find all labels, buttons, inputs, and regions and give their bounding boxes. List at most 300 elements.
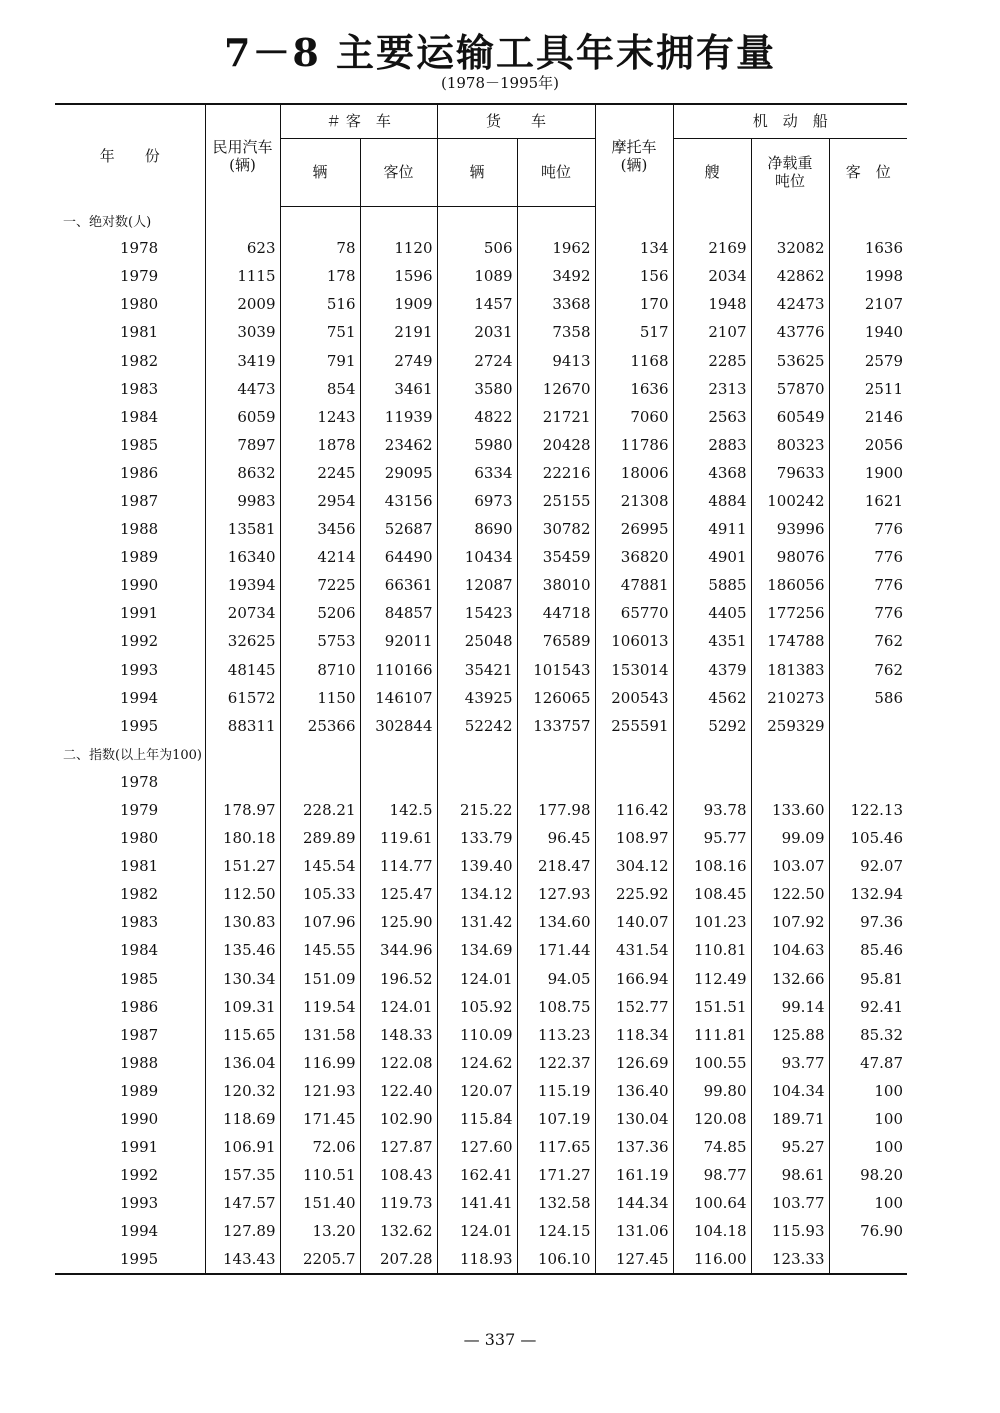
value-cell: 4379 bbox=[673, 656, 751, 684]
value-cell: 100.55 bbox=[673, 1049, 751, 1077]
value-cell: 110.09 bbox=[437, 1021, 517, 1049]
value-cell: 119.54 bbox=[280, 993, 360, 1021]
value-cell bbox=[829, 768, 907, 796]
empty-cell bbox=[205, 206, 280, 234]
value-cell: 98.77 bbox=[673, 1161, 751, 1189]
header-motor-ships: 机 动 船 bbox=[673, 104, 907, 138]
value-cell: 207.28 bbox=[360, 1245, 437, 1273]
value-cell: 47881 bbox=[595, 571, 673, 599]
table-row bbox=[55, 796, 907, 824]
value-cell: 6973 bbox=[437, 487, 517, 515]
value-cell: 53625 bbox=[751, 346, 829, 374]
value-cell: 11786 bbox=[595, 431, 673, 459]
value-cell: 2107 bbox=[829, 290, 907, 318]
value-cell: 106013 bbox=[595, 627, 673, 655]
value-cell: 148.33 bbox=[360, 1021, 437, 1049]
table-row bbox=[55, 1105, 907, 1133]
value-cell: 8710 bbox=[280, 656, 360, 684]
value-cell: 151.51 bbox=[673, 993, 751, 1021]
table-row bbox=[55, 656, 907, 684]
year-cell: 1980 bbox=[120, 829, 159, 848]
value-cell: 3492 bbox=[517, 262, 595, 290]
value-cell: 57870 bbox=[751, 375, 829, 403]
table-row bbox=[55, 1217, 907, 1245]
page-subtitle: (1978－1995年) bbox=[440, 74, 560, 92]
header-net-tonnage: 净载重吨位 bbox=[751, 138, 829, 206]
value-cell: 52242 bbox=[437, 712, 517, 740]
value-cell: 38010 bbox=[517, 571, 595, 599]
value-cell: 126065 bbox=[517, 684, 595, 712]
value-cell: 93.78 bbox=[673, 796, 751, 824]
value-cell: 114.77 bbox=[360, 852, 437, 880]
value-cell: 112.49 bbox=[673, 965, 751, 993]
table-row bbox=[55, 346, 907, 374]
value-cell: 2169 bbox=[673, 234, 751, 262]
value-cell: 302844 bbox=[360, 712, 437, 740]
year-cell: 1981 bbox=[120, 323, 159, 342]
value-cell: 108.45 bbox=[673, 880, 751, 908]
value-cell: 93996 bbox=[751, 515, 829, 543]
value-cell: 2724 bbox=[437, 346, 517, 374]
value-cell: 506 bbox=[437, 234, 517, 262]
value-cell: 61572 bbox=[205, 684, 280, 712]
value-cell: 122.50 bbox=[751, 880, 829, 908]
value-cell: 11939 bbox=[360, 403, 437, 431]
value-cell: 116.99 bbox=[280, 1049, 360, 1077]
table-row bbox=[55, 1245, 907, 1273]
table-row bbox=[55, 515, 907, 543]
value-cell: 92011 bbox=[360, 627, 437, 655]
value-cell: 127.89 bbox=[205, 1217, 280, 1245]
value-cell: 115.19 bbox=[517, 1077, 595, 1105]
value-cell: 2031 bbox=[437, 318, 517, 346]
value-cell: 97.36 bbox=[829, 908, 907, 936]
value-cell: 153014 bbox=[595, 656, 673, 684]
value-cell: 134.12 bbox=[437, 880, 517, 908]
empty-cell bbox=[437, 740, 517, 768]
empty-cell bbox=[437, 206, 517, 234]
value-cell: 1115 bbox=[205, 262, 280, 290]
value-cell: 32625 bbox=[205, 627, 280, 655]
year-cell: 1994 bbox=[120, 1222, 159, 1241]
value-cell bbox=[360, 768, 437, 796]
value-cell: 147.57 bbox=[205, 1189, 280, 1217]
value-cell: 130.83 bbox=[205, 908, 280, 936]
value-cell: 119.61 bbox=[360, 824, 437, 852]
value-cell: 123.33 bbox=[751, 1245, 829, 1273]
year-cell: 1992 bbox=[120, 632, 159, 651]
empty-cell bbox=[595, 206, 673, 234]
value-cell: 18006 bbox=[595, 459, 673, 487]
value-cell: 4351 bbox=[673, 627, 751, 655]
table-row bbox=[55, 1133, 907, 1161]
value-cell bbox=[829, 1245, 907, 1273]
year-cell: 1994 bbox=[120, 688, 159, 707]
value-cell: 124.01 bbox=[437, 965, 517, 993]
value-cell: 76589 bbox=[517, 627, 595, 655]
value-cell: 255591 bbox=[595, 712, 673, 740]
value-cell: 200543 bbox=[595, 684, 673, 712]
value-cell: 1636 bbox=[595, 375, 673, 403]
value-cell: 177256 bbox=[751, 599, 829, 627]
value-cell: 120.07 bbox=[437, 1077, 517, 1105]
value-cell: 104.63 bbox=[751, 936, 829, 964]
value-cell: 105.33 bbox=[280, 880, 360, 908]
table-row bbox=[55, 459, 907, 487]
value-cell: 289.89 bbox=[280, 824, 360, 852]
value-cell: 4822 bbox=[437, 403, 517, 431]
value-cell: 43156 bbox=[360, 487, 437, 515]
value-cell: 107.19 bbox=[517, 1105, 595, 1133]
value-cell: 94.05 bbox=[517, 965, 595, 993]
value-cell: 13581 bbox=[205, 515, 280, 543]
value-cell: 4911 bbox=[673, 515, 751, 543]
header-passenger-vehicles: 辆 bbox=[280, 138, 360, 206]
transport-table bbox=[55, 103, 907, 1275]
value-cell: 115.65 bbox=[205, 1021, 280, 1049]
value-cell: 344.96 bbox=[360, 936, 437, 964]
value-cell: 95.27 bbox=[751, 1133, 829, 1161]
value-cell: 186056 bbox=[751, 571, 829, 599]
year-cell: 1983 bbox=[120, 379, 159, 398]
header-passenger-cars: ＃ 客 车 bbox=[280, 104, 437, 138]
value-cell: 623 bbox=[205, 234, 280, 262]
value-cell: 118.69 bbox=[205, 1105, 280, 1133]
year-cell: 1984 bbox=[120, 941, 159, 960]
table-header bbox=[55, 104, 907, 206]
value-cell: 19394 bbox=[205, 571, 280, 599]
header-trucks: 货 车 bbox=[437, 104, 595, 138]
value-cell bbox=[437, 768, 517, 796]
value-cell: 109.31 bbox=[205, 993, 280, 1021]
value-cell: 143.43 bbox=[205, 1245, 280, 1273]
year-cell: 1978 bbox=[120, 772, 159, 791]
value-cell: 586 bbox=[829, 684, 907, 712]
page-title: 7－8 主要运输工具年末拥有量 bbox=[223, 30, 777, 75]
value-cell bbox=[829, 712, 907, 740]
empty-cell bbox=[751, 740, 829, 768]
value-cell: 225.92 bbox=[595, 880, 673, 908]
value-cell: 156 bbox=[595, 262, 673, 290]
table-row bbox=[55, 824, 907, 852]
value-cell: 108.75 bbox=[517, 993, 595, 1021]
value-cell: 42862 bbox=[751, 262, 829, 290]
year-cell: 1990 bbox=[120, 1110, 159, 1129]
value-cell: 122.08 bbox=[360, 1049, 437, 1077]
value-cell: 136.40 bbox=[595, 1077, 673, 1105]
value-cell: 115.93 bbox=[751, 1217, 829, 1245]
empty-cell bbox=[673, 206, 751, 234]
value-cell: 35421 bbox=[437, 656, 517, 684]
value-cell: 136.04 bbox=[205, 1049, 280, 1077]
value-cell: 125.90 bbox=[360, 908, 437, 936]
value-cell: 104.18 bbox=[673, 1217, 751, 1245]
value-cell: 177.98 bbox=[517, 796, 595, 824]
value-cell: 1878 bbox=[280, 431, 360, 459]
value-cell: 98.61 bbox=[751, 1161, 829, 1189]
value-cell: 47.87 bbox=[829, 1049, 907, 1077]
value-cell: 130.34 bbox=[205, 965, 280, 993]
value-cell: 210273 bbox=[751, 684, 829, 712]
value-cell: 132.66 bbox=[751, 965, 829, 993]
header-civil-vehicles: 民用汽车(辆) bbox=[205, 104, 280, 206]
section-row bbox=[55, 206, 907, 234]
value-cell: 108.16 bbox=[673, 852, 751, 880]
value-cell: 74.85 bbox=[673, 1133, 751, 1161]
value-cell: 2205.7 bbox=[280, 1245, 360, 1273]
table-row bbox=[55, 852, 907, 880]
value-cell: 137.36 bbox=[595, 1133, 673, 1161]
value-cell: 107.92 bbox=[751, 908, 829, 936]
value-cell: 95.77 bbox=[673, 824, 751, 852]
value-cell: 84857 bbox=[360, 599, 437, 627]
value-cell: 1998 bbox=[829, 262, 907, 290]
empty-cell bbox=[280, 206, 360, 234]
value-cell: 140.07 bbox=[595, 908, 673, 936]
year-cell: 1993 bbox=[120, 660, 159, 679]
value-cell: 2579 bbox=[829, 346, 907, 374]
value-cell: 130.04 bbox=[595, 1105, 673, 1133]
value-cell: 1243 bbox=[280, 403, 360, 431]
value-cell: 762 bbox=[829, 627, 907, 655]
value-cell: 7897 bbox=[205, 431, 280, 459]
value-cell bbox=[751, 768, 829, 796]
value-cell: 776 bbox=[829, 571, 907, 599]
year-cell: 1986 bbox=[120, 463, 159, 482]
value-cell: 92.07 bbox=[829, 852, 907, 880]
table-row bbox=[55, 403, 907, 431]
year-cell: 1978 bbox=[120, 239, 159, 258]
value-cell: 171.44 bbox=[517, 936, 595, 964]
year-cell: 1991 bbox=[120, 604, 159, 623]
value-cell: 20734 bbox=[205, 599, 280, 627]
value-cell: 1940 bbox=[829, 318, 907, 346]
value-cell: 5292 bbox=[673, 712, 751, 740]
empty-cell bbox=[360, 740, 437, 768]
value-cell: 3368 bbox=[517, 290, 595, 318]
value-cell: 181383 bbox=[751, 656, 829, 684]
year-cell: 1981 bbox=[120, 857, 159, 876]
value-cell: 44718 bbox=[517, 599, 595, 627]
value-cell: 1621 bbox=[829, 487, 907, 515]
value-cell: 2009 bbox=[205, 290, 280, 318]
year-cell: 1987 bbox=[120, 491, 159, 510]
value-cell: 88311 bbox=[205, 712, 280, 740]
value-cell: 141.41 bbox=[437, 1189, 517, 1217]
value-cell: 228.21 bbox=[280, 796, 360, 824]
value-cell: 96.45 bbox=[517, 824, 595, 852]
value-cell: 72.06 bbox=[280, 1133, 360, 1161]
value-cell: 4214 bbox=[280, 543, 360, 571]
value-cell: 103.77 bbox=[751, 1189, 829, 1217]
value-cell: 93.77 bbox=[751, 1049, 829, 1077]
value-cell: 1120 bbox=[360, 234, 437, 262]
value-cell: 5753 bbox=[280, 627, 360, 655]
value-cell: 98.20 bbox=[829, 1161, 907, 1189]
year-cell: 1995 bbox=[120, 716, 159, 735]
value-cell: 15423 bbox=[437, 599, 517, 627]
value-cell: 854 bbox=[280, 375, 360, 403]
value-cell: 1636 bbox=[829, 234, 907, 262]
value-cell: 21721 bbox=[517, 403, 595, 431]
value-cell: 259329 bbox=[751, 712, 829, 740]
value-cell: 30782 bbox=[517, 515, 595, 543]
value-cell: 12087 bbox=[437, 571, 517, 599]
year-cell: 1979 bbox=[120, 267, 159, 286]
section-row bbox=[55, 740, 907, 768]
empty-cell bbox=[751, 206, 829, 234]
value-cell: 132.58 bbox=[517, 1189, 595, 1217]
value-cell: 42473 bbox=[751, 290, 829, 318]
empty-cell bbox=[280, 740, 360, 768]
empty-cell bbox=[595, 740, 673, 768]
value-cell: 776 bbox=[829, 515, 907, 543]
value-cell: 776 bbox=[829, 599, 907, 627]
value-cell: 3456 bbox=[280, 515, 360, 543]
value-cell: 100242 bbox=[751, 487, 829, 515]
value-cell: 1089 bbox=[437, 262, 517, 290]
value-cell: 6334 bbox=[437, 459, 517, 487]
value-cell: 118.34 bbox=[595, 1021, 673, 1049]
value-cell: 124.01 bbox=[360, 993, 437, 1021]
value-cell: 171.27 bbox=[517, 1161, 595, 1189]
value-cell: 516 bbox=[280, 290, 360, 318]
year-cell: 1982 bbox=[120, 351, 159, 370]
value-cell: 102.90 bbox=[360, 1105, 437, 1133]
value-cell: 122.40 bbox=[360, 1077, 437, 1105]
table-row bbox=[55, 431, 907, 459]
value-cell: 95.81 bbox=[829, 965, 907, 993]
value-cell: 16340 bbox=[205, 543, 280, 571]
value-cell: 304.12 bbox=[595, 852, 673, 880]
value-cell: 133757 bbox=[517, 712, 595, 740]
year-cell: 1989 bbox=[120, 1081, 159, 1100]
value-cell: 112.50 bbox=[205, 880, 280, 908]
section-label: 二、指数(以上年为100) bbox=[63, 748, 202, 764]
value-cell: 1909 bbox=[360, 290, 437, 318]
value-cell: 2245 bbox=[280, 459, 360, 487]
value-cell: 76.90 bbox=[829, 1217, 907, 1245]
value-cell: 65770 bbox=[595, 599, 673, 627]
value-cell: 100 bbox=[829, 1133, 907, 1161]
value-cell: 119.73 bbox=[360, 1189, 437, 1217]
value-cell: 127.93 bbox=[517, 880, 595, 908]
value-cell: 108.97 bbox=[595, 824, 673, 852]
value-cell: 142.5 bbox=[360, 796, 437, 824]
value-cell: 116.00 bbox=[673, 1245, 751, 1273]
value-cell: 110166 bbox=[360, 656, 437, 684]
empty-cell bbox=[517, 740, 595, 768]
header-motorcycles: 摩托车(辆) bbox=[595, 104, 673, 206]
year-cell: 1984 bbox=[120, 407, 159, 426]
table-row bbox=[55, 936, 907, 964]
table-row bbox=[55, 571, 907, 599]
table-row bbox=[55, 262, 907, 290]
table-row bbox=[55, 234, 907, 262]
table-body bbox=[55, 206, 907, 1274]
value-cell: 151.27 bbox=[205, 852, 280, 880]
value-cell: 776 bbox=[829, 543, 907, 571]
value-cell: 133.79 bbox=[437, 824, 517, 852]
value-cell: 80323 bbox=[751, 431, 829, 459]
table-row bbox=[55, 599, 907, 627]
year-cell: 1988 bbox=[120, 1053, 159, 1072]
value-cell: 131.42 bbox=[437, 908, 517, 936]
value-cell: 517 bbox=[595, 318, 673, 346]
value-cell: 131.58 bbox=[280, 1021, 360, 1049]
value-cell: 134.69 bbox=[437, 936, 517, 964]
value-cell bbox=[595, 768, 673, 796]
value-cell: 29095 bbox=[360, 459, 437, 487]
value-cell: 60549 bbox=[751, 403, 829, 431]
value-cell: 2285 bbox=[673, 346, 751, 374]
year-cell: 1986 bbox=[120, 997, 159, 1016]
value-cell: 134 bbox=[595, 234, 673, 262]
year-cell: 1987 bbox=[120, 1025, 159, 1044]
value-cell: 125.88 bbox=[751, 1021, 829, 1049]
value-cell bbox=[517, 768, 595, 796]
value-cell: 3580 bbox=[437, 375, 517, 403]
value-cell: 178 bbox=[280, 262, 360, 290]
value-cell: 48145 bbox=[205, 656, 280, 684]
value-cell: 7060 bbox=[595, 403, 673, 431]
year-cell: 1985 bbox=[120, 435, 159, 454]
value-cell: 152.77 bbox=[595, 993, 673, 1021]
table-row bbox=[55, 318, 907, 346]
value-cell: 100.64 bbox=[673, 1189, 751, 1217]
value-cell: 8632 bbox=[205, 459, 280, 487]
value-cell: 4368 bbox=[673, 459, 751, 487]
value-cell: 2034 bbox=[673, 262, 751, 290]
value-cell: 7225 bbox=[280, 571, 360, 599]
value-cell: 157.35 bbox=[205, 1161, 280, 1189]
value-cell: 52687 bbox=[360, 515, 437, 543]
value-cell: 2883 bbox=[673, 431, 751, 459]
value-cell: 8690 bbox=[437, 515, 517, 543]
value-cell: 6059 bbox=[205, 403, 280, 431]
value-cell: 4562 bbox=[673, 684, 751, 712]
value-cell: 4884 bbox=[673, 487, 751, 515]
value-cell: 9413 bbox=[517, 346, 595, 374]
value-cell: 117.65 bbox=[517, 1133, 595, 1161]
value-cell: 36820 bbox=[595, 543, 673, 571]
value-cell: 127.60 bbox=[437, 1133, 517, 1161]
value-cell: 66361 bbox=[360, 571, 437, 599]
value-cell: 4901 bbox=[673, 543, 751, 571]
value-cell: 25155 bbox=[517, 487, 595, 515]
value-cell: 180.18 bbox=[205, 824, 280, 852]
value-cell: 2107 bbox=[673, 318, 751, 346]
value-cell: 1900 bbox=[829, 459, 907, 487]
value-cell bbox=[280, 768, 360, 796]
value-cell: 7358 bbox=[517, 318, 595, 346]
value-cell: 151.40 bbox=[280, 1189, 360, 1217]
value-cell: 2313 bbox=[673, 375, 751, 403]
year-cell: 1983 bbox=[120, 913, 159, 932]
empty-cell bbox=[360, 206, 437, 234]
table-row bbox=[55, 684, 907, 712]
value-cell: 103.07 bbox=[751, 852, 829, 880]
value-cell: 106.10 bbox=[517, 1245, 595, 1273]
value-cell: 133.60 bbox=[751, 796, 829, 824]
value-cell: 196.52 bbox=[360, 965, 437, 993]
table-row bbox=[55, 993, 907, 1021]
value-cell bbox=[673, 768, 751, 796]
value-cell: 218.47 bbox=[517, 852, 595, 880]
value-cell: 3039 bbox=[205, 318, 280, 346]
value-cell: 5885 bbox=[673, 571, 751, 599]
table-row bbox=[55, 1077, 907, 1105]
